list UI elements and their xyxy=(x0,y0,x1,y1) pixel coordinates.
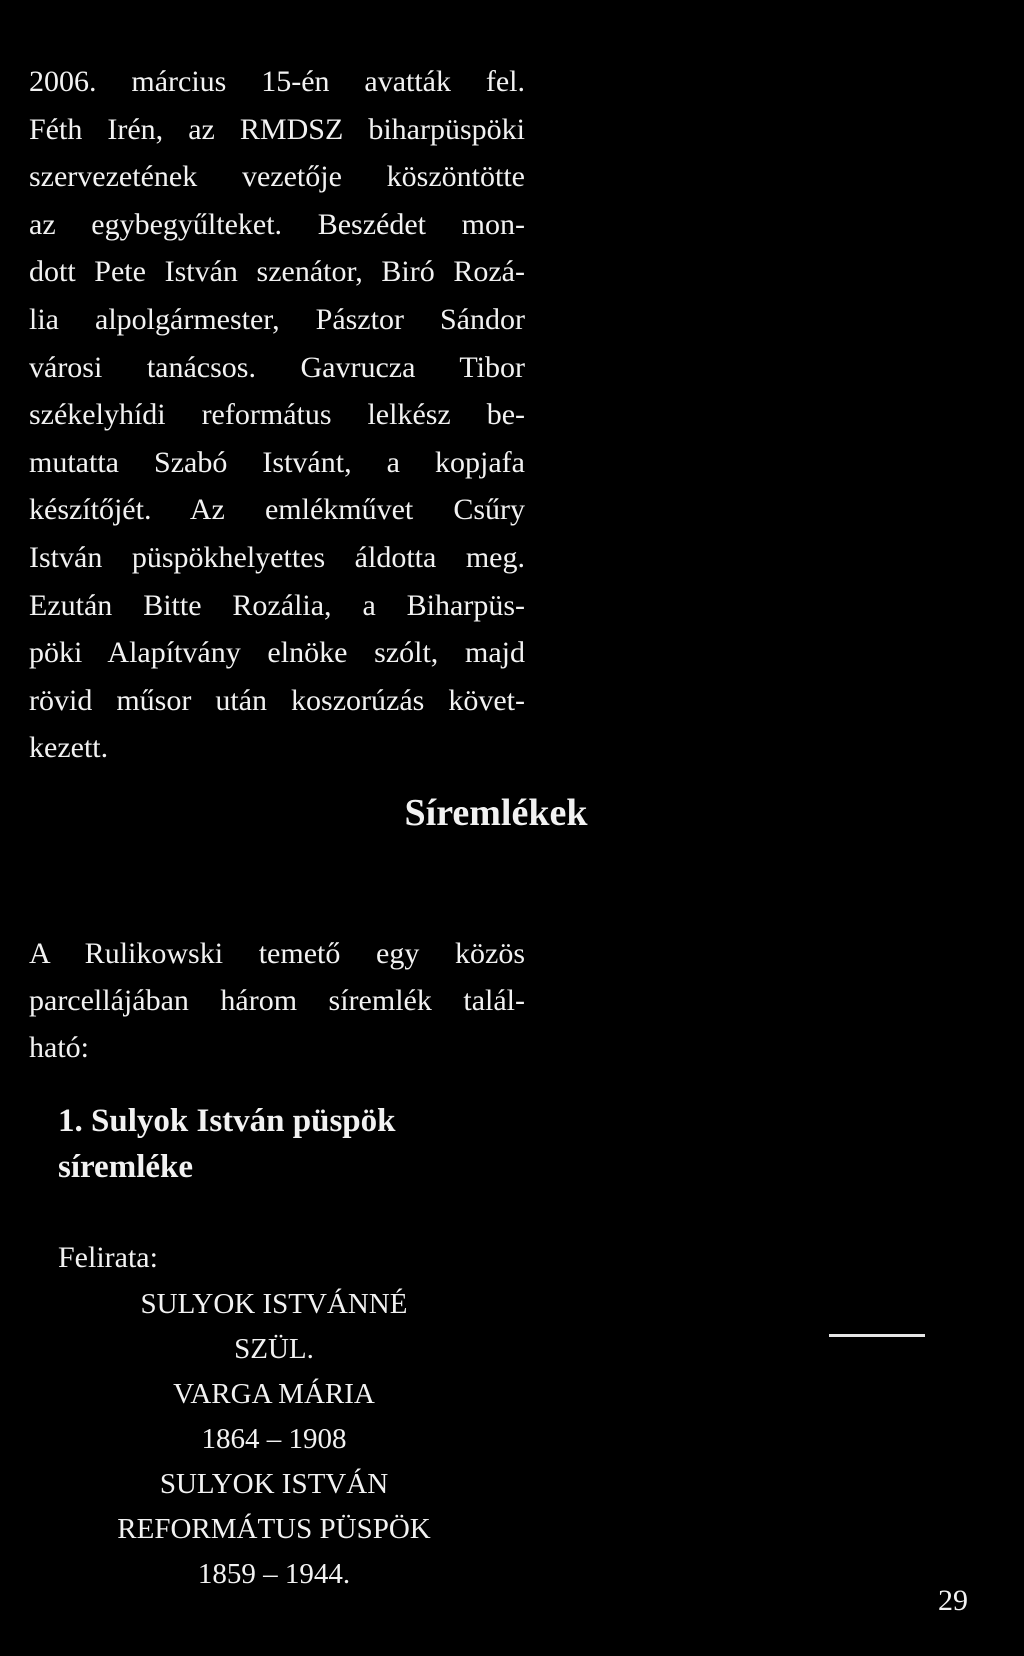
page-number: 29 xyxy=(938,1584,968,1617)
text-line: A Rulikowski temető egy közös xyxy=(29,937,525,970)
inscription xyxy=(29,1282,519,1597)
text-line: pöki Alapítvány elnöke szólt, majd xyxy=(29,636,525,670)
inscription-label: Felirata: xyxy=(58,1241,158,1274)
text-line: mutatta Szabó Istvánt, a kopjafa xyxy=(29,445,525,479)
text-line: készítőjét. Az emlékművet Csűry xyxy=(29,493,525,527)
text-line: István püspökhelyettes áldotta meg. xyxy=(29,540,525,574)
text-line: Féth Irén, az RMDSZ biharpüspöki xyxy=(29,112,525,146)
text-line: városi tanácsos. Gavrucza Tibor xyxy=(29,350,525,384)
inscription-line: SULYOK ISTVÁNNÉ xyxy=(140,1288,408,1320)
inscription-line: SULYOK ISTVÁN xyxy=(159,1468,389,1500)
text-line: rövid műsor után koszorúzás követ- xyxy=(29,683,525,717)
subheading-line: síremléke xyxy=(58,1149,194,1185)
text-line: Ezután Bitte Rozália, a Biharpüs- xyxy=(29,588,525,622)
text-line: szervezetének vezetője köszöntötte xyxy=(29,160,525,194)
text-line: az egybegyűlteket. Beszédet mon- xyxy=(29,207,525,241)
divider xyxy=(829,1334,925,1337)
inscription-line: VARGA MÁRIA xyxy=(173,1378,375,1410)
inscription-line: SZÜL. xyxy=(234,1333,314,1365)
subheading-line: 1. Sulyok István püspök xyxy=(58,1103,396,1139)
intro-paragraph xyxy=(29,930,525,1071)
text-line: ható: xyxy=(29,1031,89,1064)
inscription-line: REFORMÁTUS PÜSPÖK xyxy=(117,1513,431,1545)
text-line: dott Pete István szenátor, Biró Rozá- xyxy=(29,255,525,289)
inscription-line: 1859 – 1944. xyxy=(197,1558,351,1590)
section-heading: Síremlékek xyxy=(404,792,588,834)
body-paragraph xyxy=(29,58,525,772)
text-line: kezett. xyxy=(29,731,109,765)
text-line: 2006. március 15-én avatták fel. xyxy=(29,65,525,98)
inscription-line: 1864 – 1908 xyxy=(201,1423,347,1455)
text-line: parcellájában három síremlék talál- xyxy=(29,984,525,1017)
text-line: székelyhídi református lelkész be- xyxy=(29,398,525,432)
subheading xyxy=(58,1098,528,1190)
text-line: lia alpolgármester, Pásztor Sándor xyxy=(29,302,525,336)
